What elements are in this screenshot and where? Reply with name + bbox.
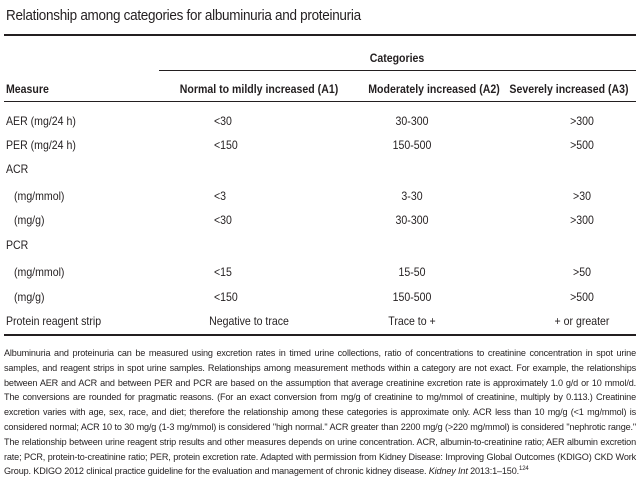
column-header-a2: Moderately increased (A2) bbox=[368, 82, 500, 96]
row-measure: Protein reagent strip bbox=[6, 314, 102, 328]
row-a3: >50 bbox=[573, 265, 591, 279]
row-a1: <15 bbox=[214, 265, 232, 279]
column-header-a1: Normal to mildly increased (A1) bbox=[179, 82, 339, 96]
document-page bbox=[4, 0, 636, 478]
row-a1: <150 bbox=[214, 138, 238, 152]
row-a3: >30 bbox=[573, 189, 591, 203]
footnote-citation: 2013:1–150. bbox=[467, 466, 520, 477]
footnote-journal: Kidney Int bbox=[428, 466, 468, 477]
row-a3: >300 bbox=[570, 114, 594, 128]
row-a1: Negative to trace bbox=[209, 314, 289, 328]
bottom-rule bbox=[4, 334, 636, 336]
row-a2: 30-300 bbox=[395, 114, 429, 128]
row-measure: PCR bbox=[6, 238, 29, 252]
column-header-a3: Severely increased (A3) bbox=[509, 82, 629, 96]
row-a2: 15-50 bbox=[398, 265, 426, 279]
row-measure: (mg/mmol) bbox=[14, 265, 65, 279]
row-measure: AER (mg/24 h) bbox=[6, 114, 76, 128]
row-measure: PER (mg/24 h) bbox=[6, 138, 76, 152]
top-rule bbox=[4, 34, 636, 36]
row-a1: <30 bbox=[214, 114, 232, 128]
categories-rule bbox=[159, 70, 636, 71]
row-a2: 150-500 bbox=[392, 290, 432, 304]
row-a2: 30-300 bbox=[395, 213, 429, 227]
row-measure: (mg/g) bbox=[14, 290, 45, 304]
header-rule bbox=[4, 101, 636, 102]
row-a3: >500 bbox=[570, 138, 594, 152]
footnote-ref: 124 bbox=[519, 466, 529, 473]
row-a3: >300 bbox=[570, 213, 594, 227]
row-measure: ACR bbox=[6, 162, 29, 176]
row-measure: (mg/mmol) bbox=[14, 189, 65, 203]
row-a1: <150 bbox=[214, 290, 238, 304]
row-a2: Trace to + bbox=[388, 314, 436, 328]
row-a3: + or greater bbox=[554, 314, 610, 328]
table-title: Relationship among categories for albuminuria and proteinuria bbox=[6, 8, 361, 24]
table-footnote bbox=[4, 346, 636, 479]
row-a2: 3-30 bbox=[401, 189, 423, 203]
footnote-text: Albuminuria and proteinuria can be measured using excretion rates in timed urine collections, ratio of concentrations to creatinine concentration in spot urine samples, and reagent strips in spot urine samples. Relationships among measurement methods within a category are not exact. For example, the relationships between AER and ACR and between PER and PCR are based on the assumption that average creatinine excretion rate is approximately 1.0 g/d or 10 mmol/d. The conversions are rounded for pragmatic reasons. (For an exact conversion from mg/g of creatinine to mg/mmol of creatinine, multiply by 0.113.) Creatinine excretion varies with age, sex, race, and diet; therefore the relationship among these categories is approximate only. ACR less than 10 mg/g (<1 mg/mmol) is considered normal; ACR 10 to 30 mg/g (1-3 mg/mmol) is considered "high normal." ACR greater than 2200 mg/g (>220 mg/mmol) is considered "nephrotic range." The relationship between urine reagent strip results and other measures depends on urine concentration. ACR, albumin-to-creatinine ratio; AER albumin excretion rate; PCR, protein-to-creatinine ratio; PER, protein excretion rate. Adapted with permission from Kidney Disease: Improving Global Outcomes (KDIGO) CKD Work Group. KDIGO 2012 clinical practice guideline for the evaluation and management of chronic kidney disease. bbox=[4, 348, 636, 477]
row-a3: >500 bbox=[570, 290, 594, 304]
row-a1: <3 bbox=[214, 189, 227, 203]
categories-header: Categories bbox=[369, 51, 425, 65]
measure-header: Measure bbox=[6, 82, 49, 96]
row-a1: <30 bbox=[214, 213, 232, 227]
row-a2: 150-500 bbox=[392, 138, 432, 152]
row-measure: (mg/g) bbox=[14, 213, 45, 227]
